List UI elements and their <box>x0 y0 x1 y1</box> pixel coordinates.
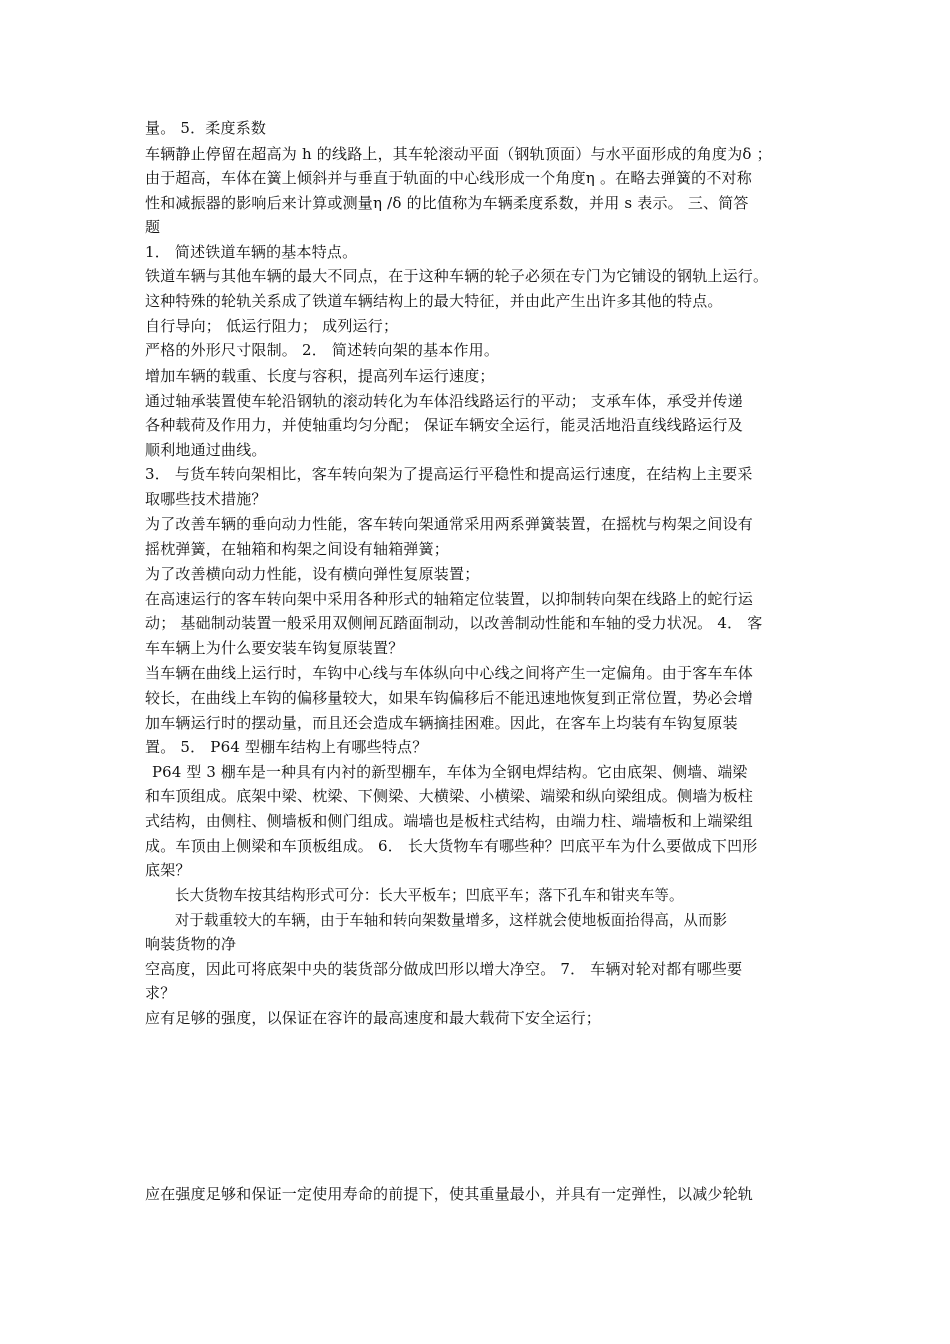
text-line: 铁道车辆与其他车辆的最大不同点，在于这种车辆的轮子必须在专门为它铺设的钢轨上运行。 <box>145 267 769 285</box>
text-line: 空高度，因此可将底架中央的装货部分做成凹形以增大净空。 7． 车辆对轮对都有哪些要 <box>145 960 743 978</box>
text-line: 由于超高，车体在簧上倾斜并与垂直于轨面的中心线形成一个角度η 。在略去弹簧的不对称 <box>145 169 752 187</box>
text-line: 和车顶组成。底架中梁、枕梁、下侧梁、大横梁、小横梁、端梁和纵向梁组成。侧墙为板柱 <box>145 787 754 805</box>
text-line: 摇枕弹簧，在轴箱和构架之间设有轴箱弹簧； <box>145 540 450 558</box>
text-line: 求？ <box>145 984 176 1002</box>
text-line: 题 <box>145 218 161 236</box>
text-line: 动； 基础制动装置一般采用双侧闸瓦踏面制动，以改善制动性能和车轴的受力状况。 4． 客 <box>145 614 763 632</box>
text-line: 应在强度足够和保证一定使用寿命的前提下，使其重量最小，并具有一定弹性，以减少轮轨 <box>145 1185 754 1203</box>
text-line: 对于载重较大的车辆，由于车轴和转向架数量增多，这样就会使地板面抬得高，从而影 <box>175 911 728 929</box>
text-line: 车车辆上为什么要安装车钩复原装置？ <box>145 639 404 657</box>
text-line: 当车辆在曲线上运行时，车钩中心线与车体纵向中心线之间将产生一定偏角。由于客车车体 <box>145 664 754 682</box>
text-line: 为了改善横向动力性能，设有横向弹性复原装置； <box>145 565 480 583</box>
text-line: 3． 与货车转向架相比，客车转向架为了提高运行平稳性和提高运行速度，在结构上主要采 <box>145 465 753 483</box>
text-line: 通过轴承装置使车轮沿钢轨的滚动转化为车体沿线路运行的平动； 支承车体，承受并传递 <box>145 392 743 410</box>
text-line: 自行导向； 低运行阻力； 成列运行； <box>145 317 399 335</box>
text-line: 顺利地通过曲线。 <box>145 441 267 459</box>
text-line: 各种载荷及作用力，并使轴重均匀分配； 保证车辆安全运行，能灵活地沿直线线路运行及 <box>145 416 743 434</box>
text-line: 在高速运行的客车转向架中采用各种形式的轴箱定位装置，以抑制转向架在线路上的蛇行运 <box>145 590 754 608</box>
text-line: 成。车顶由上侧梁和车顶板组成。 6． 长大货物车有哪些种？凹底平车为什么要做成下凹形 <box>145 837 758 855</box>
text-line: 这种特殊的轮轨关系成了铁道车辆结构上的最大特征，并由此产生出许多其他的特点。 <box>145 292 723 310</box>
text-line: 式结构，由侧柱、侧墙板和侧门组成。端墙也是板柱式结构，由端力柱、端墙板和上端梁组 <box>145 812 754 830</box>
text-line: 较长，在曲线上车钩的偏移量较大，如果车钩偏移后不能迅速地恢复到正常位置，势必会增 <box>145 689 754 707</box>
text-line: P64 型 3 棚车是一种具有内衬的新型棚车，车体为全钢电焊结构。它由底架、侧墙、端梁 <box>152 763 748 781</box>
text-line: 量。 5．柔度系数 <box>145 119 267 137</box>
text-line: 取哪些技术措施？ <box>145 490 267 508</box>
text-line: 为了改善车辆的垂向动力性能，客车转向架通常采用两系弹簧装置，在摇枕与构架之间设有 <box>145 515 754 533</box>
text-line: 响装货物的净 <box>145 935 237 953</box>
text-line: 加车辆运行时的摆动量，而且还会造成车辆摘挂困难。因此，在客车上均装有车钩复原装 <box>145 714 738 732</box>
text-line: 1． 简述铁道车辆的基本特点。 <box>145 243 358 261</box>
text-line: 严格的外形尺寸限制。 2． 简述转向架的基本作用。 <box>145 341 500 359</box>
text-line: 长大货物车按其结构形式可分：长大平板车；凹底平车；落下孔车和钳夹车等。 <box>175 886 684 904</box>
text-line: 性和减振器的影响后来计算或测量η /δ 的比值称为车辆柔度系数，并用 s 表示。 三、简答 <box>145 194 749 212</box>
text-line: 置。 5． P64 型棚车结构上有哪些特点？ <box>145 738 428 756</box>
text-line: 车辆静止停留在超高为 h 的线路上，其车轮滚动平面（钢轨顶面）与水平面形成的角度为δ ； <box>145 145 772 163</box>
text-line: 增加车辆的载重、长度与容积，提高列车运行速度； <box>145 367 495 385</box>
text-line: 底架？ <box>145 861 191 879</box>
text-line: 应有足够的强度，以保证在容许的最高速度和最大载荷下安全运行； <box>145 1009 602 1027</box>
